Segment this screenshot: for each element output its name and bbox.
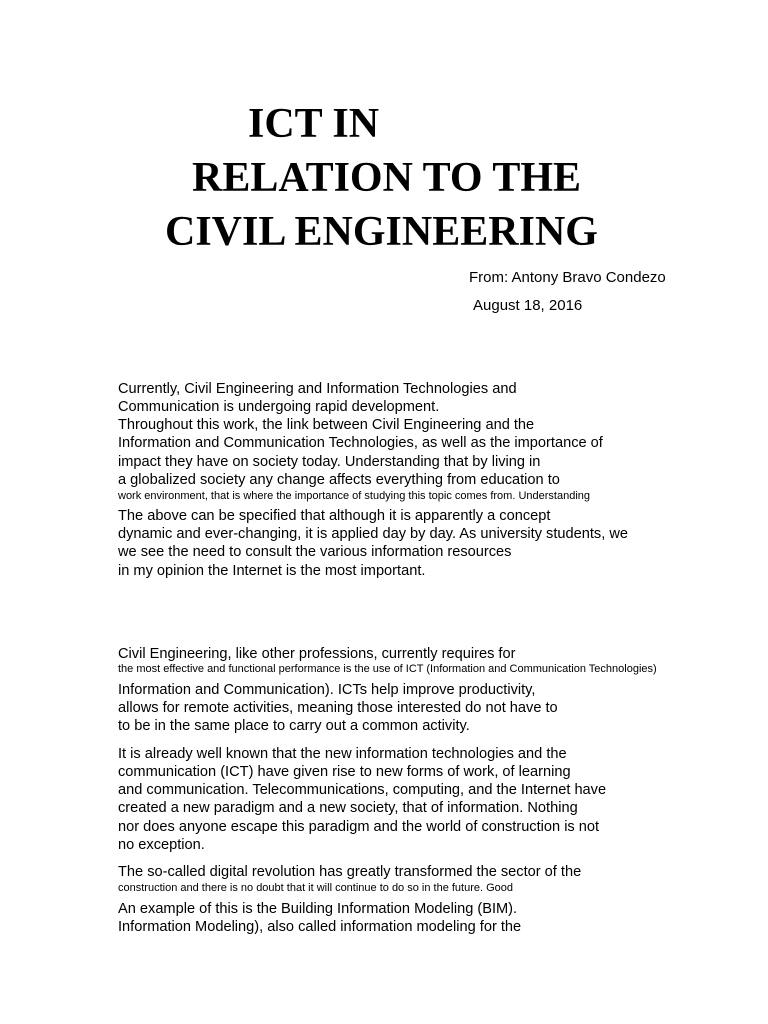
text-line: Information Modeling), also called information modeling for the <box>118 919 522 935</box>
text-line: Throughout this work, the link between Civil Engineering and the <box>118 417 535 433</box>
text-line: and communication. Telecommunications, computing, and the Internet have <box>118 782 607 798</box>
text-line: The above can be specified that although it is apparently a concept <box>118 508 551 524</box>
text-line: Information and Communication). ICTs help improve productivity, <box>118 682 536 698</box>
text-line: Currently, Civil Engineering and Information Technologies and <box>118 381 517 397</box>
text-line-small: construction and there is no doubt that it will continue to do so in the future. Good <box>118 882 514 894</box>
text-line-small: the most effective and functional performance is the use of ICT (Information and Communication Technologies) <box>118 663 657 675</box>
text-line: a globalized society any change affects everything from education to <box>118 472 560 488</box>
text-line: communication (ICT) have given rise to new forms of work, of learning <box>118 764 571 780</box>
date-line: August 18, 2016 <box>473 297 583 314</box>
text-line: impact they have on society today. Understanding that by living in <box>118 454 541 470</box>
text-line: allows for remote activities, meaning those interested do not have to <box>118 700 558 716</box>
text-line: dynamic and ever-changing, it is applied day by day. As university students, we <box>118 526 628 542</box>
text-line: to be in the same place to carry out a common activity. <box>118 718 470 734</box>
text-line: An example of this is the Building Information Modeling (BIM). <box>118 901 518 917</box>
text-line: The so-called digital revolution has greatly transformed the sector of the <box>118 864 582 880</box>
text-line: no exception. <box>118 837 205 853</box>
text-line: we see the need to consult the various information resources <box>118 544 512 560</box>
author-line: From: Antony Bravo Condezo <box>469 269 666 286</box>
text-line: created a new paradigm and a new society, that of information. Nothing <box>118 800 578 816</box>
title-line-3: CIVIL ENGINEERING <box>165 209 598 255</box>
title-line-2: RELATION TO THE <box>192 155 582 201</box>
text-line: Communication is undergoing rapid development. <box>118 399 440 415</box>
text-line: nor does anyone escape this paradigm and the world of construction is not <box>118 819 600 835</box>
title-line-1: ICT IN <box>248 101 380 147</box>
text-line: Information and Communication Technologies, as well as the importance of <box>118 435 603 451</box>
text-line: It is already well known that the new information technologies and the <box>118 746 567 762</box>
text-line: in my opinion the Internet is the most important. <box>118 563 426 579</box>
text-line-small: work environment, that is where the importance of studying this topic comes from. Understanding <box>118 490 591 502</box>
text-line: Civil Engineering, like other professions, currently requires for <box>118 646 516 662</box>
